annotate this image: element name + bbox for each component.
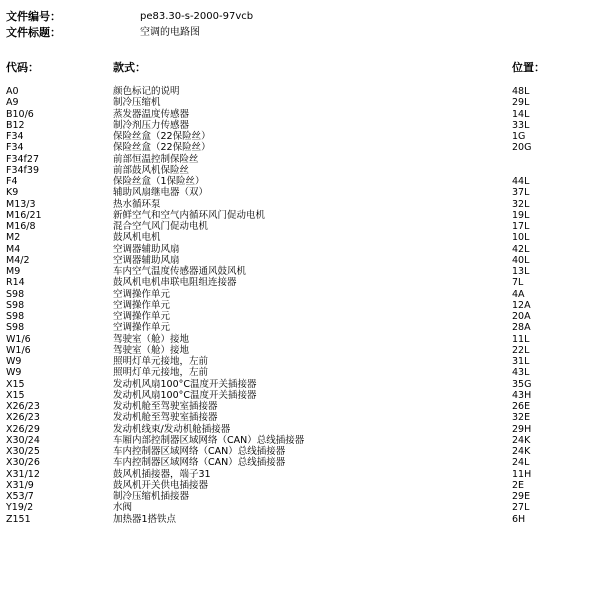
row-position: 33L: [512, 119, 530, 131]
table-row: [0, 446, 601, 457]
row-position: 27L: [512, 502, 530, 514]
file-number-value: pe83.30-s-2000-97vcb: [140, 11, 254, 22]
row-code: X26/23: [6, 401, 40, 412]
row-description: 蒸发器温度传感器: [113, 108, 190, 120]
row-description: 车内控制器区域网络（CAN）总线插接器: [113, 446, 286, 457]
row-position: 10L: [512, 232, 530, 244]
row-description: 制冷压缩机: [113, 97, 161, 109]
row-position: 35G: [512, 378, 532, 390]
row-description: 辅助风扇继电器（双）: [113, 187, 209, 199]
row-code: W9: [6, 356, 22, 367]
row-position: 26E: [512, 401, 531, 412]
row-code: X30/26: [6, 457, 40, 469]
table-row: [0, 210, 601, 221]
table-row: [0, 199, 601, 210]
file-title-value: 空调的电路图: [140, 27, 200, 38]
table-row: [0, 424, 601, 435]
table-row: [0, 469, 601, 480]
table-row: [0, 390, 601, 401]
table-row: [0, 221, 601, 232]
row-code: B12: [6, 119, 25, 131]
row-position: 2E: [512, 479, 525, 491]
row-position: 1G: [512, 131, 526, 142]
row-description: 空调操作单元: [113, 288, 171, 300]
row-code: M13/3: [6, 198, 36, 210]
row-code: A0: [6, 86, 19, 97]
table-row: [0, 232, 601, 243]
row-code: F34: [6, 131, 24, 142]
row-position: 29H: [512, 423, 532, 435]
row-description: 发动机舱至驾驶室插接器: [113, 412, 218, 424]
row-description: 发动机风扇100°C温度开关插接器: [113, 389, 257, 401]
row-code: S98: [6, 288, 25, 300]
row-code: W9: [6, 367, 22, 379]
table-row: [0, 120, 601, 131]
row-code: S98: [6, 311, 25, 322]
row-position: 31L: [512, 356, 530, 367]
row-code: Y19/2: [6, 502, 34, 514]
row-description: 空调操作单元: [113, 311, 171, 322]
row-position: 40L: [512, 254, 530, 266]
row-description: 空调器辅助风扇: [113, 254, 180, 266]
row-description: 加热器1搭铁点: [113, 513, 177, 525]
row-description: 空调操作单元: [113, 322, 171, 334]
row-code: M2: [6, 232, 21, 244]
row-description: 制冷压缩机插接器: [113, 491, 190, 502]
row-code: B10/6: [6, 108, 34, 120]
row-position: 17L: [512, 221, 530, 232]
row-position: 24L: [512, 457, 530, 469]
row-description: 发动机风扇100°C温度开关插接器: [113, 378, 257, 390]
row-description: 保险丝盒（1保险丝）: [113, 176, 205, 187]
row-description: 前部恒温控制保险丝: [113, 153, 199, 165]
row-code: R14: [6, 277, 25, 289]
row-position: 11H: [512, 468, 532, 480]
table-row: [0, 300, 601, 311]
table-row: [0, 491, 601, 502]
row-position: 11L: [512, 333, 530, 345]
row-code: X26/29: [6, 423, 40, 435]
row-description: 前部鼓风机保险丝: [113, 164, 190, 176]
row-code: A9: [6, 97, 19, 109]
table-row: [0, 334, 601, 345]
row-code: M4: [6, 243, 21, 255]
table-row: [0, 176, 601, 187]
table-row: [0, 187, 601, 198]
table-row: [0, 142, 601, 153]
row-code: X31/12: [6, 468, 40, 480]
table-row: [0, 311, 601, 322]
row-description: 车内控制器区域网络（CAN）总线插接器: [113, 457, 286, 469]
row-code: W1/6: [6, 333, 31, 345]
table-row: [0, 502, 601, 513]
row-description: 鼓风机电机: [113, 232, 161, 244]
row-position: 28A: [512, 322, 531, 334]
row-description: 保险丝盒（22保险丝）: [113, 131, 211, 142]
table-row: [0, 367, 601, 378]
file-title-label: 文件标题：: [6, 26, 61, 39]
column-header-description: 款式：: [113, 61, 146, 74]
table-row: [0, 379, 601, 390]
row-description: 发动机舱至驾驶室插接器: [113, 401, 218, 412]
row-description: 制冷剂压力传感器: [113, 119, 190, 131]
row-code: F34f27: [6, 153, 39, 165]
file-number-label: 文件编号：: [6, 10, 61, 23]
row-position: 7L: [512, 277, 524, 289]
row-description: 照明灯单元接地，左前: [113, 367, 209, 379]
table-row: [0, 277, 601, 288]
row-description: 车内空气温度传感器通风鼓风机: [113, 266, 247, 277]
row-code: X30/25: [6, 446, 40, 457]
row-position: 24K: [512, 434, 531, 446]
row-position: 20A: [512, 311, 531, 322]
table-row: [0, 289, 601, 300]
table-row: [0, 97, 601, 108]
row-position: 43H: [512, 389, 532, 401]
row-code: X26/23: [6, 412, 40, 424]
row-description: 车厢内部控制器区域网络（CAN）总线插接器: [113, 434, 305, 446]
row-code: M16/21: [6, 209, 42, 221]
table-row: [0, 356, 601, 367]
table-row: [0, 435, 601, 446]
row-code: F4: [6, 176, 18, 187]
row-position: 20G: [512, 142, 532, 154]
row-position: 6H: [512, 513, 526, 525]
row-description: 空调器辅助风扇: [113, 243, 180, 255]
row-description: 新鲜空气和空气内循环风门促动电机: [113, 209, 266, 221]
row-description: 热水循环泵: [113, 198, 161, 210]
row-description: 鼓风机电机串联电阻组连接器: [113, 277, 237, 289]
table-row: [0, 345, 601, 356]
row-position: 12A: [512, 299, 531, 311]
row-code: M16/8: [6, 221, 36, 232]
table-row: [0, 401, 601, 412]
row-code: X53/7: [6, 491, 34, 502]
table-row: [0, 244, 601, 255]
row-position: 13L: [512, 266, 530, 277]
table-row: [0, 412, 601, 423]
row-description: 保险丝盒（22保险丝）: [113, 142, 211, 154]
row-position: 48L: [512, 86, 530, 97]
column-header-code: 代码：: [6, 61, 39, 74]
row-description: 驾驶室（舱）接地: [113, 333, 190, 345]
row-code: M4/2: [6, 254, 30, 266]
row-position: 19L: [512, 209, 530, 221]
row-description: 照明灯单元接地，左前: [113, 356, 209, 367]
row-position: 29E: [512, 491, 531, 502]
row-code: X30/24: [6, 434, 40, 446]
row-description: 鼓风机开关供电插接器: [113, 479, 209, 491]
row-code: W1/6: [6, 344, 31, 356]
row-code: X15: [6, 378, 25, 390]
row-position: 43L: [512, 367, 530, 379]
row-position: 24K: [512, 446, 531, 457]
row-code: Z151: [6, 513, 31, 525]
row-description: 鼓风机插接器，端子31: [113, 468, 211, 480]
row-code: F34: [6, 142, 24, 154]
table-row: [0, 131, 601, 142]
table-row: [0, 480, 601, 491]
row-description: 水阀: [113, 502, 133, 514]
row-code: X31/9: [6, 479, 34, 491]
row-description: 颜色标记的说明: [113, 86, 180, 97]
row-code: M9: [6, 266, 21, 277]
row-position: 29L: [512, 97, 530, 109]
row-description: 驾驶室（舱）接地: [113, 344, 190, 356]
row-code: K9: [6, 187, 19, 199]
row-position: 22L: [512, 344, 530, 356]
row-description: 发动机线束/发动机舱插接器: [113, 423, 231, 435]
row-description: 混合空气风门促动电机: [113, 221, 209, 232]
row-code: X15: [6, 389, 25, 401]
table-row: [0, 514, 601, 525]
table-row: [0, 457, 601, 468]
row-position: 37L: [512, 187, 530, 199]
row-description: 空调操作单元: [113, 299, 171, 311]
row-position: 42L: [512, 243, 530, 255]
component-list: [0, 86, 601, 525]
row-position: 32E: [512, 412, 531, 424]
table-row: [0, 109, 601, 120]
row-position: 32L: [512, 198, 530, 210]
table-row: [0, 255, 601, 266]
row-position: 14L: [512, 108, 530, 120]
table-row: [0, 266, 601, 277]
table-row: [0, 165, 601, 176]
table-row: [0, 86, 601, 97]
table-row: [0, 154, 601, 165]
row-position: 4A: [512, 288, 525, 300]
table-row: [0, 322, 601, 333]
column-header-position: 位置：: [512, 61, 545, 74]
row-code: F34f39: [6, 164, 39, 176]
row-code: S98: [6, 299, 25, 311]
row-position: 44L: [512, 176, 530, 187]
row-code: S98: [6, 322, 25, 334]
